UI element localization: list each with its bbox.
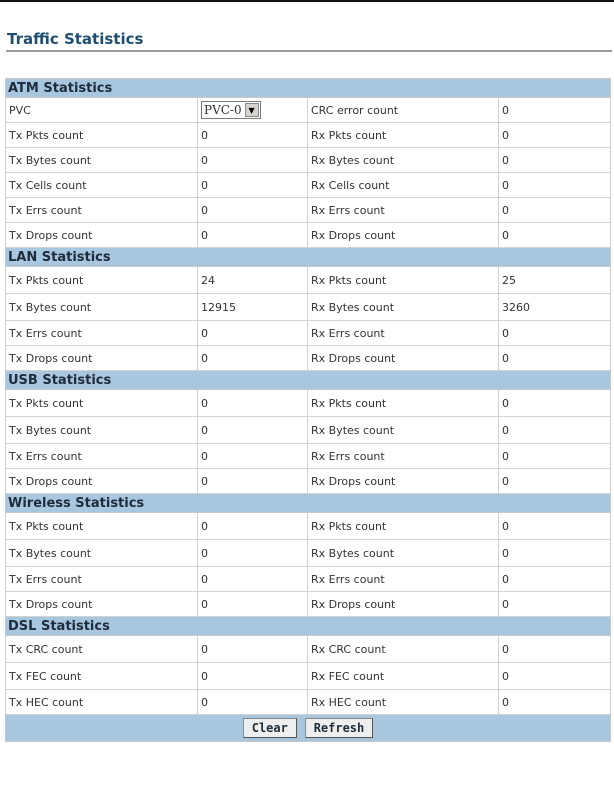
stat-label: Rx Drops count	[308, 592, 499, 617]
table-row	[6, 636, 611, 663]
stat-value: 0	[198, 469, 308, 494]
dropdown-arrow-icon[interactable]: ▼	[245, 103, 259, 117]
table-row	[6, 592, 611, 617]
stat-value: 24	[198, 267, 308, 294]
table-row	[6, 173, 611, 198]
stat-label: Rx FEC count	[308, 663, 499, 690]
usb-section-header	[6, 371, 611, 390]
stat-label: Tx Drops count	[6, 223, 198, 248]
lan-statistics-heading: LAN Statistics	[6, 248, 611, 267]
stat-value: 0	[198, 663, 308, 690]
stat-value: 0	[198, 417, 308, 444]
button-bar-cell	[6, 715, 611, 742]
stat-value: 0	[499, 540, 611, 567]
stat-label: Rx Pkts count	[308, 390, 499, 417]
table-row	[6, 690, 611, 715]
stat-label: Tx Cells count	[6, 173, 198, 198]
stat-value: 0	[198, 567, 308, 592]
traffic-statistics-table	[5, 78, 611, 742]
stat-value: 0	[499, 690, 611, 715]
stat-value: 0	[198, 390, 308, 417]
usb-statistics-heading: USB Statistics	[6, 371, 611, 390]
refresh-button[interactable]: Refresh	[305, 718, 374, 738]
stat-label: Tx Bytes count	[6, 294, 198, 321]
stat-value: 0	[198, 690, 308, 715]
stat-label: Rx Drops count	[308, 346, 499, 371]
stat-label: Rx Cells count	[308, 173, 499, 198]
stat-value: 0	[198, 223, 308, 248]
stat-label: Rx Errs count	[308, 198, 499, 223]
stat-value: 0	[198, 592, 308, 617]
stat-value: 0	[499, 636, 611, 663]
stat-label: Tx Bytes count	[6, 148, 198, 173]
stat-value: 0	[499, 346, 611, 371]
table-row	[6, 469, 611, 494]
stat-label: Tx Errs count	[6, 321, 198, 346]
stat-value: 0	[198, 123, 308, 148]
stat-label: Rx Bytes count	[308, 148, 499, 173]
stat-label: Tx Bytes count	[6, 540, 198, 567]
table-row	[6, 267, 611, 294]
dsl-statistics-heading: DSL Statistics	[6, 617, 611, 636]
stat-label: Tx FEC count	[6, 663, 198, 690]
button-bar	[6, 715, 611, 742]
table-row	[6, 540, 611, 567]
table-row	[6, 567, 611, 592]
clear-button[interactable]: Clear	[243, 718, 297, 738]
stat-value: 0	[499, 321, 611, 346]
stat-label: Rx Drops count	[308, 223, 499, 248]
table-row	[6, 390, 611, 417]
atm-statistics-heading: ATM Statistics	[6, 79, 611, 98]
title-divider	[6, 50, 612, 52]
stat-value: 0	[499, 148, 611, 173]
dsl-section-header	[6, 617, 611, 636]
stat-label: Tx Drops count	[6, 469, 198, 494]
pvc-selected-value: PVC-0	[204, 103, 242, 117]
table-row	[6, 321, 611, 346]
stat-label: Tx Bytes count	[6, 417, 198, 444]
stat-label: Tx Pkts count	[6, 267, 198, 294]
stat-value: 0	[499, 513, 611, 540]
stat-value: 0	[198, 173, 308, 198]
stat-label: Rx Bytes count	[308, 540, 499, 567]
pvc-label: PVC	[6, 98, 198, 123]
table-row	[6, 223, 611, 248]
stat-value: 0	[499, 567, 611, 592]
wireless-statistics-heading: Wireless Statistics	[6, 494, 611, 513]
table-row	[6, 513, 611, 540]
stat-value: 0	[499, 123, 611, 148]
stat-label: Rx Bytes count	[308, 294, 499, 321]
table-row	[6, 663, 611, 690]
table-row	[6, 123, 611, 148]
stat-value: 0	[198, 513, 308, 540]
stat-value: 0	[198, 148, 308, 173]
stat-label: Rx HEC count	[308, 690, 499, 715]
stat-label: Tx Drops count	[6, 592, 198, 617]
stat-value: 0	[198, 346, 308, 371]
stat-value: 0	[499, 417, 611, 444]
stat-value: 0	[198, 636, 308, 663]
stat-label: Rx Pkts count	[308, 513, 499, 540]
stat-label: Rx Errs count	[308, 567, 499, 592]
crc-error-value: 0	[499, 98, 611, 123]
stat-label: Tx Pkts count	[6, 390, 198, 417]
stat-value: 12915	[198, 294, 308, 321]
stat-label: Rx Pkts count	[308, 123, 499, 148]
stat-label: Rx Errs count	[308, 444, 499, 469]
table-row	[6, 346, 611, 371]
stat-label: Tx Errs count	[6, 567, 198, 592]
stat-label: Tx CRC count	[6, 636, 198, 663]
stat-value: 0	[499, 173, 611, 198]
stat-value: 0	[499, 444, 611, 469]
stat-label: Rx Bytes count	[308, 417, 499, 444]
stat-label: Tx HEC count	[6, 690, 198, 715]
table-row	[6, 417, 611, 444]
stat-label: Tx Pkts count	[6, 123, 198, 148]
stat-value: 0	[499, 198, 611, 223]
table-row	[6, 148, 611, 173]
top-border	[0, 0, 614, 2]
stat-label: Rx Pkts count	[308, 267, 499, 294]
wireless-section-header	[6, 494, 611, 513]
stat-value: 0	[499, 469, 611, 494]
stat-value: 0	[198, 321, 308, 346]
table-row	[6, 98, 611, 123]
table-row	[6, 198, 611, 223]
stat-label: Tx Drops count	[6, 346, 198, 371]
stat-value: 0	[198, 540, 308, 567]
stat-label: Tx Errs count	[6, 444, 198, 469]
pvc-cell	[198, 98, 308, 123]
stat-value: 0	[499, 592, 611, 617]
atm-section-header	[6, 79, 611, 98]
crc-error-label: CRC error count	[308, 98, 499, 123]
stat-label: Tx Pkts count	[6, 513, 198, 540]
stat-value: 3260	[499, 294, 611, 321]
stat-value: 0	[198, 198, 308, 223]
stat-label: Rx CRC count	[308, 636, 499, 663]
table-row	[6, 444, 611, 469]
page-title: Traffic Statistics	[7, 30, 144, 48]
stat-label: Rx Drops count	[308, 469, 499, 494]
stat-value: 0	[499, 663, 611, 690]
lan-section-header	[6, 248, 611, 267]
stat-label: Rx Errs count	[308, 321, 499, 346]
stat-value: 0	[198, 444, 308, 469]
table-row	[6, 294, 611, 321]
pvc-select[interactable]	[201, 101, 261, 119]
stat-value: 25	[499, 267, 611, 294]
stat-value: 0	[499, 223, 611, 248]
stat-value: 0	[499, 390, 611, 417]
stat-label: Tx Errs count	[6, 198, 198, 223]
